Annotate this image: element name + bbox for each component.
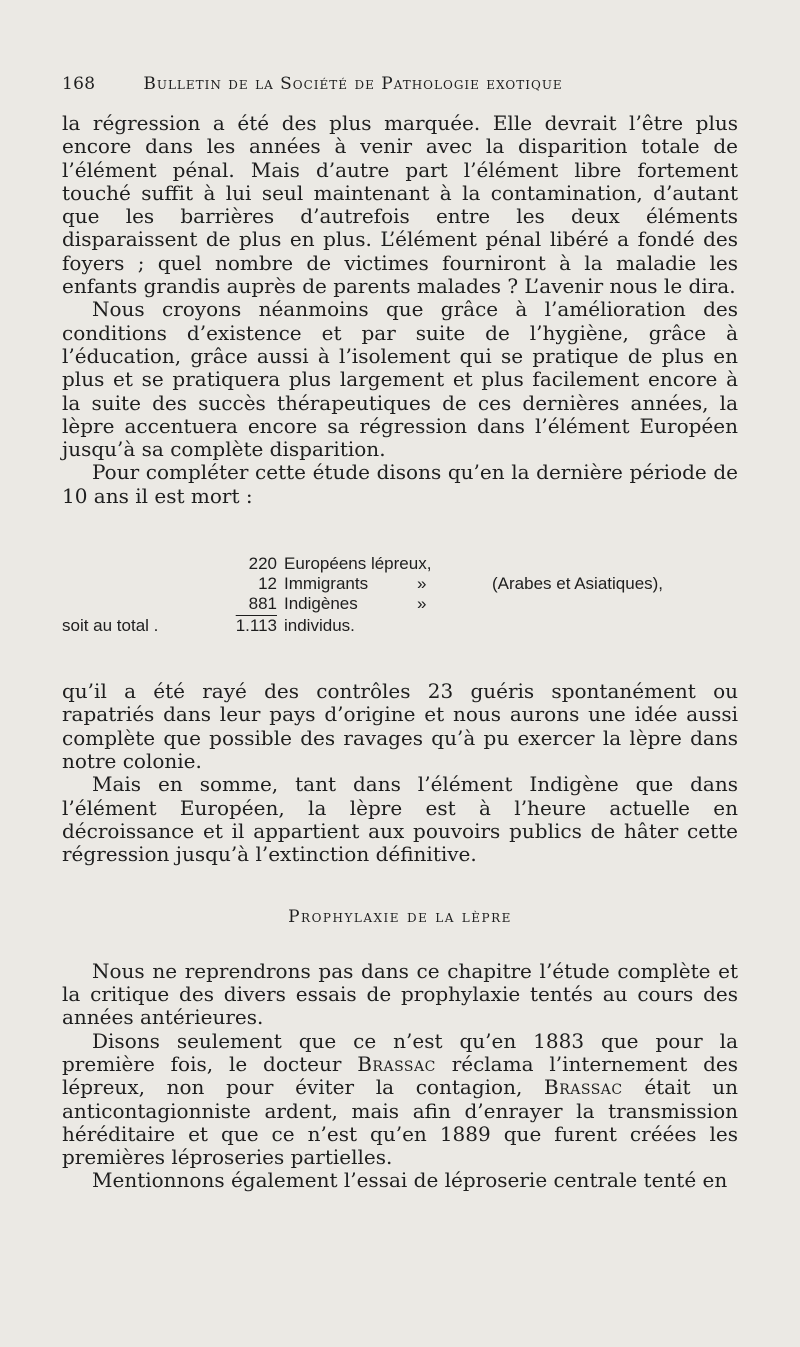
paragraph-text: était un anticontagionniste ardent, mais afin d’enrayer la transmission héréditaire et que ce n’est qu’en 1889 que furent créées les premières léproseries partielles. <box>62 1075 738 1170</box>
row-number: 220 <box>248 554 277 574</box>
page-body <box>62 112 738 1193</box>
page-number: 168 <box>62 74 96 94</box>
paragraph: Mais en somme, tant dans l’élément Indigène que dans l’élément Européen, la lèpre est à l’heure actuelle en décroissance et il appartient aux pouvoirs publics de hâter cette régression jusqu’à l’extinction définitive. <box>62 772 738 867</box>
paragraph: la régression a été des plus marquée. Elle devrait l’être plus encore dans les années à venir avec la disparition totale de l’élément pénal. Mais d’autre part l’élément libre fortement touché suffit à lui seul maintenant à la contamination, d’autant que les barrières d’autrefois entre les deux éléments disparaissent de plus en plus. L’élément pénal libéré a fondé des foyers ; quel nombre de victimes fourniront à la maladie les enfants grandis auprès de parents malades ? L’avenir nous le dira. <box>62 111 738 299</box>
section-title: Prophylaxie de la lèpre <box>288 907 512 928</box>
row-number: 12 <box>258 574 277 594</box>
row-text: Européens lépreux, <box>284 554 432 574</box>
row-text: Indigènes <box>284 594 358 614</box>
row-ditto: » <box>417 574 427 594</box>
author-name: Brassac <box>357 1051 436 1076</box>
paragraph <box>62 960 738 1030</box>
paragraph <box>62 1030 738 1170</box>
row-label: soit au total . <box>62 616 159 636</box>
paragraph <box>62 1169 738 1192</box>
paragraph: Pour compléter cette étude disons qu’en la dernière période de 10 ans il est mort : <box>62 460 738 508</box>
row-ditto: » <box>417 594 427 614</box>
row-note: (Arabes et Asiatiques), <box>492 574 664 594</box>
mortality-table <box>62 554 738 658</box>
journal-title: Bulletin de la Société de Pathologie exotique <box>143 74 563 94</box>
row-number: 1.113 <box>235 616 277 636</box>
paragraph: qu’il a été rayé des contrôles 23 guéris spontanément ou rapatriés dans leur pays d’origine et nous aurons une idée aussi complète que possible des ravages qu’à pu exercer la lèpre dans notre colonie. <box>62 679 738 773</box>
row-text: Immigrants <box>284 574 369 594</box>
paragraph: Nous croyons néanmoins que grâce à l’amélioration des conditions d’existence et par suite de l’hygiène, grâce à l’éducation, grâce aussi à l’isolement qui se pratique de plus en plus et se pratiquera plus largement et plus facilement encore à la suite des succès thérapeutiques de ces dernières années, la lèpre accentuera encore sa régression dans l’élément Européen jusqu’à sa complète disparition. <box>62 297 738 462</box>
paragraph-text: Mentionnons également l’essai de léproserie centrale tenté en <box>92 1168 728 1193</box>
paragraph-text: Disons seulement que ce n’est qu’en 1883 que pour la première fois, le docteur <box>62 1028 738 1076</box>
row-text: individus. <box>284 616 355 636</box>
author-name: Brassac <box>544 1075 623 1100</box>
row-number: 881 <box>248 594 277 614</box>
running-header <box>62 74 622 94</box>
paragraph-text: réclama l’internement des lépreux, non pour éviter la contagion, <box>62 1051 738 1100</box>
paragraph-text: Nous ne reprendrons pas dans ce chapitre l’étude complète et la critique des divers essais de prophylaxie tentés au cours des années antérieures. <box>62 958 738 1030</box>
